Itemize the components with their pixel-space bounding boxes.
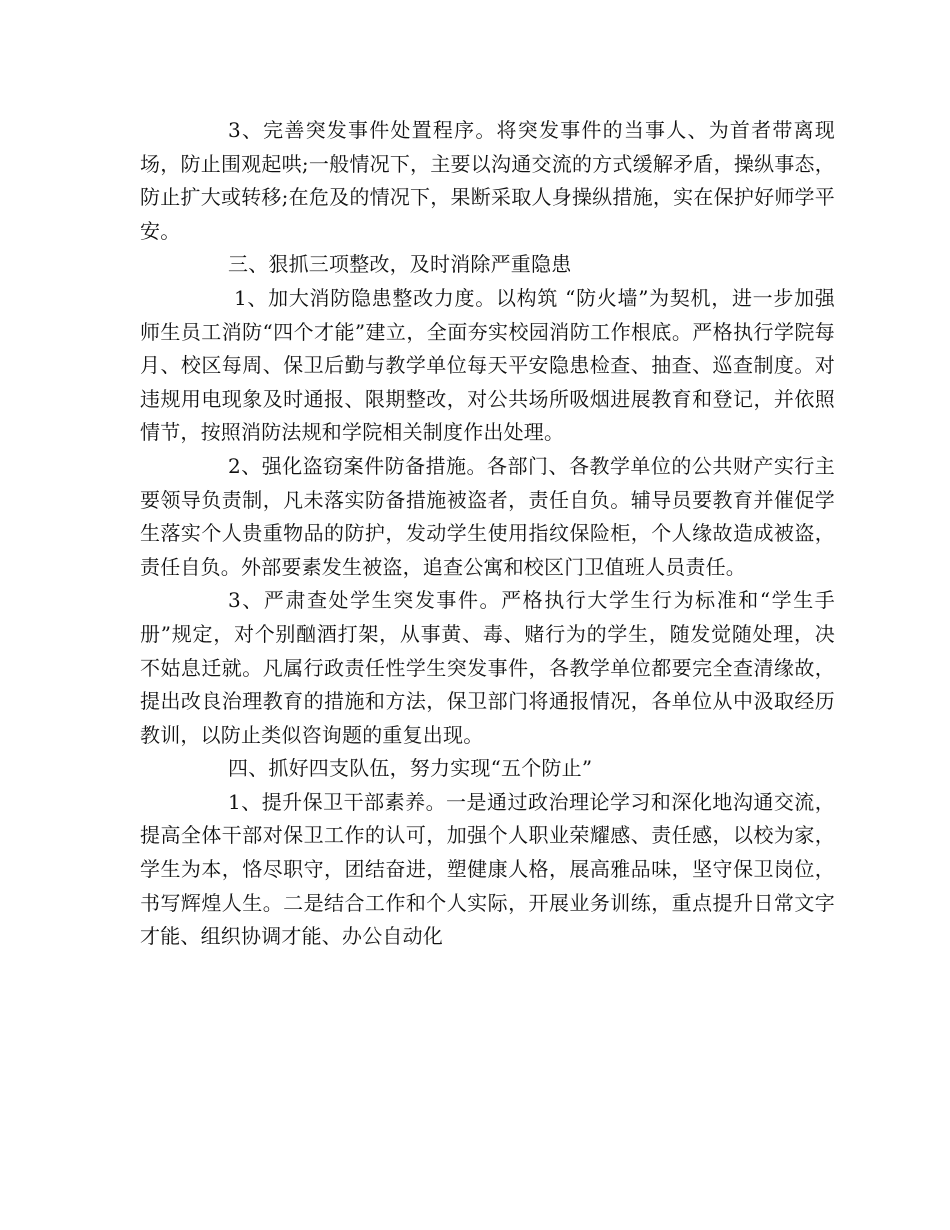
paragraph-student-incidents: 3、严肃查处学生突发事件。严格执行大学生行为标准和“学生手册”规定，对个别酗酒打架，从事黄、毒、赌行为的学生，随发觉随处理，决不姑息迁就。凡属行政责任性学生突发事件，各教学单位都要完全查清缘故，提出改良治理教育的措施和方法，保卫部门将通报情况，各单位从中汲取经历教训，以防止类似咨询题的重复出现。 bbox=[140, 588, 835, 747]
paragraph-theft-prevention: 2、强化盗窃案件防备措施。各部门、各教学单位的公共财产实行主要领导负责制，凡未落实防备措施被盗者，责任自负。辅导员要教育并催促学生落实个人贵重物品的防护，发动学生使用指纹保险柜，个人缘故造成被盗，责任自负。外部要素发生被盗，追查公寓和校区门卫值班人员责任。 bbox=[140, 453, 835, 579]
paragraph-staff-quality: 1、提升保卫干部素养。一是通过政治理论学习和深化地沟通交流，提高全体干部对保卫工作的认可，加强个人职业荣耀感、责任感，以校为家，学生为本，恪尽职守，团结奋进，塑健康人格，展高雅品味，坚守保卫岗位，书写辉煌人生。二是结合工作和个人实际，开展业务训练，重点提升日常文字才能、组织协调才能、办公自动化 bbox=[140, 789, 835, 949]
section-heading-four-teams: 四、抓好四支队伍，努力实现“五个防止” bbox=[228, 756, 593, 781]
section-heading-three-rectifications: 三、狠抓三项整改，及时消除严重隐患 bbox=[228, 252, 572, 277]
document-page bbox=[140, 114, 835, 954]
paragraph-emergency-procedure: 3、完善突发事件处置程序。将突发事件的当事人、为首者带离现场，防止围观起哄;一般情况下，主要以沟通交流的方式缓解矛盾，操纵事态，防止扩大或转移;在危及的情况下，果断采取人身操纵措施，实在保护好师学平安。 bbox=[140, 118, 835, 243]
paragraph-fire-safety: 1、加大消防隐患整改力度。以构筑 “防火墙”为契机，进一步加强师生员工消防“四个才能”建立，全面夯实校园消防工作根底。严格执行学院每月、校区每周、保卫后勤与教学单位每天平安隐患检查、抽查、巡查制度。对违规用电现象及时通报、限期整改，对公共场所吸烟进展教育和登记，并依照情节，按照消防法规和学院相关制度作出处理。 bbox=[140, 285, 835, 445]
